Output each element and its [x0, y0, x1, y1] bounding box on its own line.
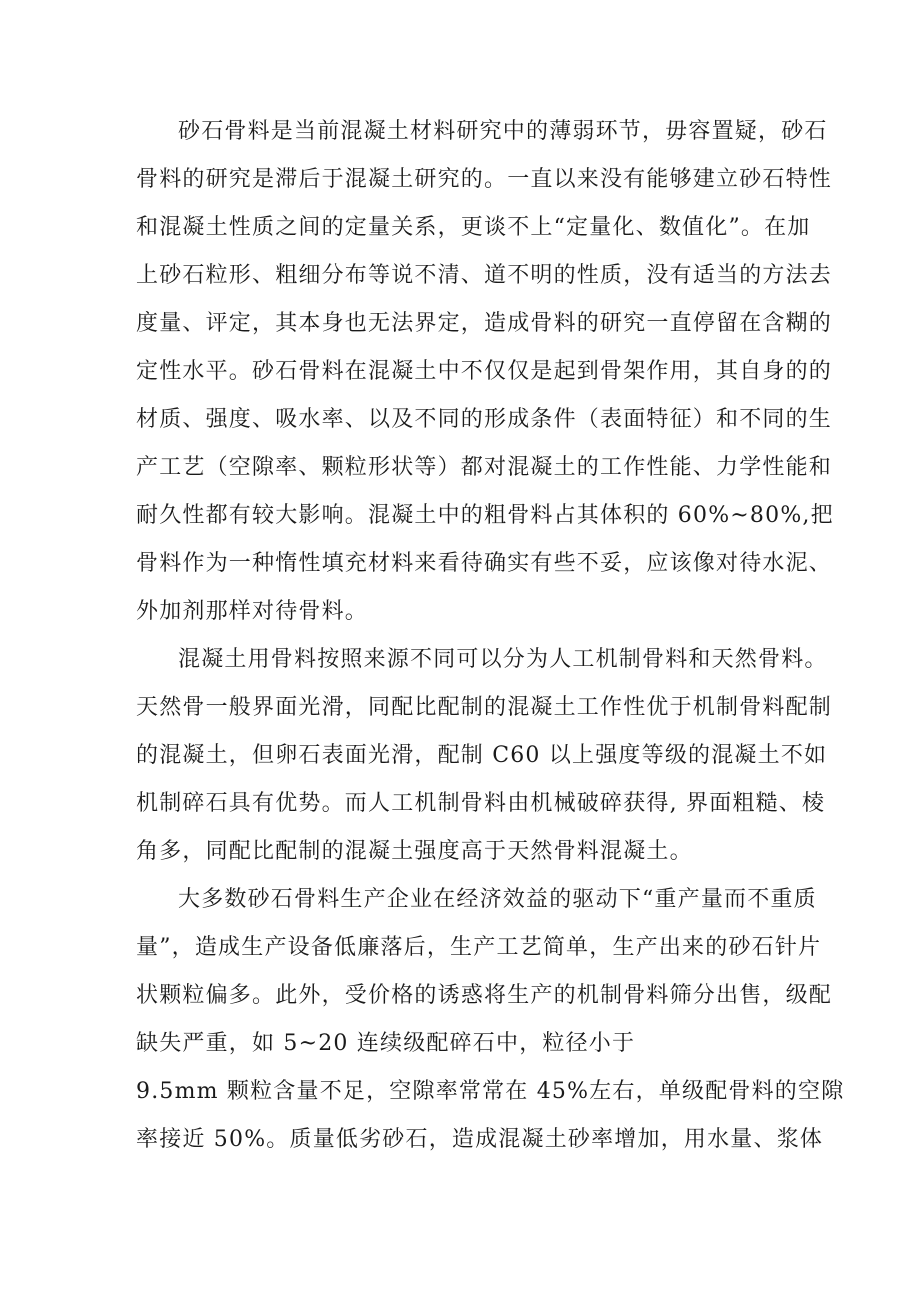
paragraph-1-line-4: 上砂石粒形、粗细分布等说不清、道不明的性质，没有适当的方法去	[136, 263, 833, 288]
paragraph-3-line-5: 9.5mm 颗粒含量不足，空隙率常常在 45%左右，单级配骨料的空隙	[136, 1079, 845, 1104]
paragraph-3-line-3: 状颗粒偏多。此外，受价格的诱惑将生产的机制骨料筛分出售，级配	[136, 983, 833, 1008]
paragraph-1-line-5: 度量、评定，其本身也无法界定，造成骨料的研究一直停留在含糊的	[136, 311, 833, 336]
paragraph-1-line-1: 砂石骨料是当前混凝土材料研究中的薄弱环节，毋容置疑，砂石	[178, 119, 828, 144]
paragraph-1-line-11: 外加剂那样对待骨料。	[136, 599, 369, 624]
paragraph-2-line-4: 机制碎石具有优势。而人工机制骨料由机械破碎获得, 界面粗糙、棱	[136, 791, 826, 816]
paragraph-1-line-6: 定性水平。砂石骨料在混凝土中不仅仅是起到骨架作用，其自身的的	[136, 359, 833, 384]
paragraph-1-line-9: 耐久性都有较大影响。混凝土中的粗骨料占其体积的 60%~80%,把	[136, 503, 834, 528]
paragraph-1-line-3: 和混凝土性质之间的定量关系，更谈不上“定量化、数值化”。在加	[136, 215, 811, 240]
paragraph-3-line-2: 量”，造成生产设备低廉落后，生产工艺简单，生产出来的砂石针片	[136, 935, 822, 960]
paragraph-2-line-2: 天然骨一般界面光滑，同配比配制的混凝土工作性优于机制骨料配制	[136, 695, 833, 720]
paragraph-1-line-8: 产工艺（空隙率、颗粒形状等）都对混凝土的工作性能、力学性能和	[136, 455, 833, 480]
paragraph-1-line-2: 骨料的研究是滞后于混凝土研究的。一直以来没有能够建立砂石特性	[136, 167, 833, 192]
paragraph-2-line-5: 角多，同配比配制的混凝土强度高于天然骨料混凝土。	[136, 839, 693, 864]
paragraph-2-line-1: 混凝土用骨料按照来源不同可以分为人工机制骨料和天然骨料。	[178, 647, 828, 672]
paragraph-2-line-3: 的混凝土，但卵石表面光滑，配制 C60 以上强度等级的混凝土不如	[136, 743, 828, 768]
paragraph-3-line-4: 缺失严重，如 5~20 连续级配碎石中，粒径小于	[136, 1031, 636, 1056]
paragraph-1-line-10: 骨料作为一种惰性填充材料来看待确实有些不妥，应该像对待水泥、	[136, 551, 833, 576]
paragraph-3-line-1: 大多数砂石骨料生产企业在经济效益的驱动下“重产量而不重质	[178, 887, 817, 912]
paragraph-1-line-7: 材质、强度、吸水率、以及不同的形成条件（表面特征）和不同的生	[136, 407, 833, 432]
paragraph-3-line-6: 率接近 50%。质量低劣砂石，造成混凝土砂率增加，用水量、浆体	[136, 1127, 824, 1152]
